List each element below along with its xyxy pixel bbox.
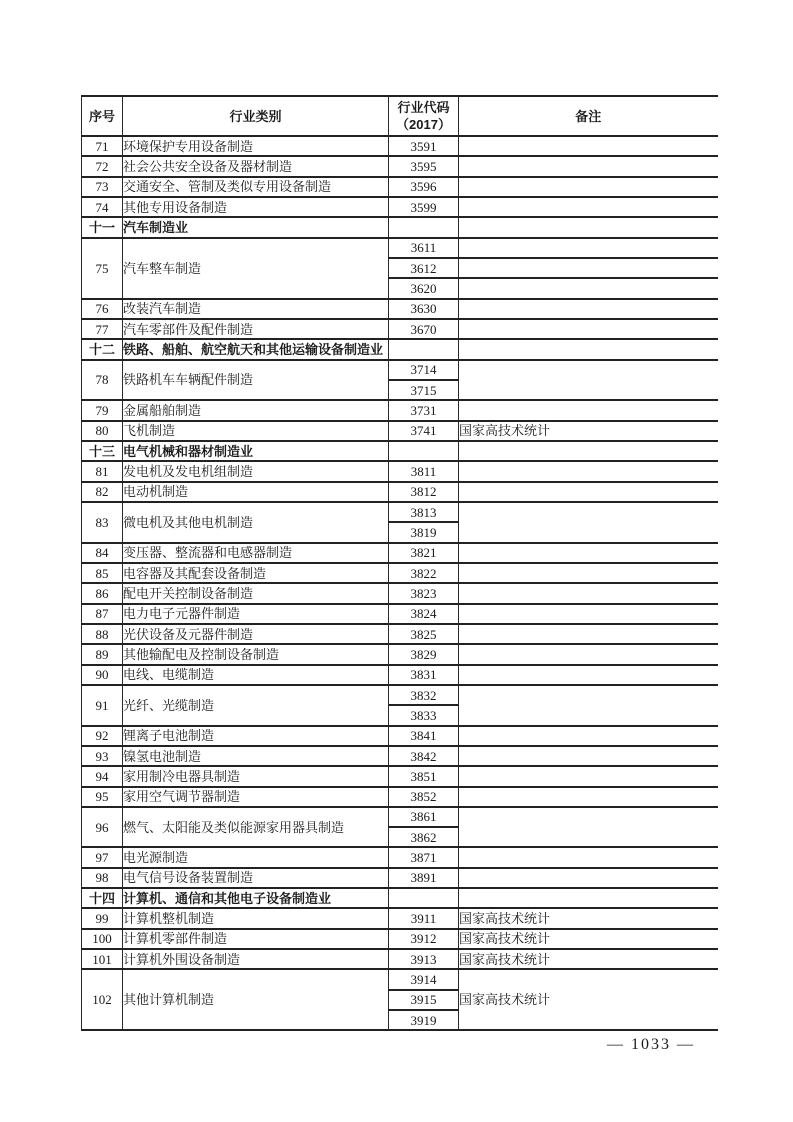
category-cell: 燃气、太阳能及类似能源家用器具制造 xyxy=(123,807,389,848)
seq-cell: 99 xyxy=(82,908,123,928)
remark-cell xyxy=(459,847,718,867)
code-cell: 3812 xyxy=(389,482,459,502)
seq-cell: 93 xyxy=(82,746,123,766)
table-row xyxy=(82,461,718,481)
seq-cell: 102 xyxy=(82,969,123,1030)
code-cell: 3821 xyxy=(389,543,459,563)
category-cell: 电气机械和器材制造业 xyxy=(123,441,389,461)
remark-cell xyxy=(459,156,718,176)
table-row xyxy=(82,969,718,989)
code-cell: 3741 xyxy=(389,421,459,441)
category-cell: 光纤、光缆制造 xyxy=(123,685,389,726)
code-cell: 3823 xyxy=(389,583,459,603)
code-cell: 3852 xyxy=(389,787,459,807)
seq-cell: 86 xyxy=(82,583,123,603)
remark-cell xyxy=(459,177,718,197)
table-row xyxy=(82,787,718,807)
table-row xyxy=(82,177,718,197)
category-cell: 改装汽车制造 xyxy=(123,299,389,319)
seq-cell: 76 xyxy=(82,299,123,319)
category-cell: 环境保护专用设备制造 xyxy=(123,136,389,156)
code-cell: 3822 xyxy=(389,563,459,583)
code-cell: 3596 xyxy=(389,177,459,197)
code-cell: 3620 xyxy=(389,278,459,298)
seq-cell: 96 xyxy=(82,807,123,848)
remark-cell: 国家高技术统计 xyxy=(459,929,718,949)
remark-cell xyxy=(459,868,718,888)
seq-cell: 75 xyxy=(82,238,123,299)
category-cell: 计算机外围设备制造 xyxy=(123,949,389,969)
page-number: — 1033 — xyxy=(607,1036,695,1053)
category-cell: 汽车零部件及配件制造 xyxy=(123,319,389,339)
category-cell: 发电机及发电机组制造 xyxy=(123,461,389,481)
table-row xyxy=(82,502,718,522)
col-header-seq xyxy=(82,96,123,136)
seq-cell: 87 xyxy=(82,604,123,624)
code-cell: 3912 xyxy=(389,929,459,949)
remark-cell xyxy=(459,604,718,624)
code-cell: 3813 xyxy=(389,502,459,522)
remark-cell xyxy=(459,685,718,726)
code-cell: 3611 xyxy=(389,238,459,258)
remark-cell xyxy=(459,787,718,807)
category-cell: 电气信号设备装置制造 xyxy=(123,868,389,888)
col-header-code-line1: 行业代码 xyxy=(397,100,450,115)
code-cell: 3833 xyxy=(389,705,459,725)
category-cell: 汽车整车制造 xyxy=(123,238,389,299)
code-cell: 3841 xyxy=(389,726,459,746)
code-cell: 3714 xyxy=(389,360,459,380)
seq-cell: 71 xyxy=(82,136,123,156)
code-cell: 3891 xyxy=(389,868,459,888)
seq-cell: 85 xyxy=(82,563,123,583)
table-header xyxy=(82,96,718,136)
remark-cell xyxy=(459,766,718,786)
seq-cell: 98 xyxy=(82,868,123,888)
remark-cell xyxy=(459,299,718,319)
seq-cell: 80 xyxy=(82,421,123,441)
table-row xyxy=(82,543,718,563)
remark-cell xyxy=(459,644,718,664)
seq-cell: 72 xyxy=(82,156,123,176)
code-cell: 3595 xyxy=(389,156,459,176)
remark-cell xyxy=(459,888,718,908)
code-cell: 3861 xyxy=(389,807,459,827)
remark-cell xyxy=(459,339,718,359)
remark-cell xyxy=(459,197,718,217)
seq-cell: 97 xyxy=(82,847,123,867)
table-row xyxy=(82,563,718,583)
table-row xyxy=(82,868,718,888)
remark-cell xyxy=(459,482,718,502)
section-row xyxy=(82,339,718,359)
code-cell: 3914 xyxy=(389,969,459,989)
table-row xyxy=(82,604,718,624)
category-cell: 计算机、通信和其他电子设备制造业 xyxy=(123,888,389,908)
category-cell: 电力电子元器件制造 xyxy=(123,604,389,624)
code-cell xyxy=(389,339,459,359)
code-cell: 3842 xyxy=(389,746,459,766)
remark-cell xyxy=(459,746,718,766)
table-row xyxy=(82,624,718,644)
seq-cell: 90 xyxy=(82,665,123,685)
category-cell: 微电机及其他电机制造 xyxy=(123,502,389,543)
remark-cell xyxy=(459,461,718,481)
seq-cell: 十二 xyxy=(82,339,123,359)
seq-cell: 77 xyxy=(82,319,123,339)
industry-code-table xyxy=(81,95,718,1031)
code-cell xyxy=(389,888,459,908)
col-header-category-label: 行业类别 xyxy=(229,108,282,124)
table-row xyxy=(82,400,718,420)
table-row xyxy=(82,197,718,217)
code-cell: 3811 xyxy=(389,461,459,481)
category-cell: 电容器及其配套设备制造 xyxy=(123,563,389,583)
seq-cell: 91 xyxy=(82,685,123,726)
code-cell: 3824 xyxy=(389,604,459,624)
code-cell xyxy=(389,217,459,237)
category-cell: 交通安全、管制及类似专用设备制造 xyxy=(123,177,389,197)
seq-cell: 84 xyxy=(82,543,123,563)
category-cell: 锂离子电池制造 xyxy=(123,726,389,746)
table-row xyxy=(82,136,718,156)
table-row xyxy=(82,908,718,928)
col-header-remark xyxy=(459,96,718,136)
remark-cell xyxy=(459,360,718,401)
section-row xyxy=(82,441,718,461)
code-cell: 3915 xyxy=(389,990,459,1010)
section-row xyxy=(82,888,718,908)
col-header-remark-label: 备注 xyxy=(575,108,602,124)
code-cell: 3599 xyxy=(389,197,459,217)
col-header-code-line2: （2017） xyxy=(396,117,451,132)
table-row xyxy=(82,644,718,664)
seq-cell: 79 xyxy=(82,400,123,420)
code-cell: 3871 xyxy=(389,847,459,867)
category-cell: 电光源制造 xyxy=(123,847,389,867)
seq-cell: 83 xyxy=(82,502,123,543)
code-cell xyxy=(389,441,459,461)
category-cell: 变压器、整流器和电感器制造 xyxy=(123,543,389,563)
table-row xyxy=(82,238,718,258)
seq-cell: 十四 xyxy=(82,888,123,908)
category-cell: 光伏设备及元器件制造 xyxy=(123,624,389,644)
seq-cell: 74 xyxy=(82,197,123,217)
category-cell: 家用制冷电器具制造 xyxy=(123,766,389,786)
header-row xyxy=(82,96,718,136)
code-cell: 3819 xyxy=(389,522,459,542)
seq-cell: 十三 xyxy=(82,441,123,461)
table-row xyxy=(82,360,718,380)
table-row xyxy=(82,929,718,949)
remark-cell xyxy=(459,238,718,258)
table-body xyxy=(82,136,718,1030)
table-row xyxy=(82,583,718,603)
category-cell: 其他计算机制造 xyxy=(123,969,389,1030)
table-row xyxy=(82,665,718,685)
seq-cell: 十一 xyxy=(82,217,123,237)
table-row xyxy=(82,319,718,339)
code-cell: 3829 xyxy=(389,644,459,664)
remark-cell xyxy=(459,217,718,237)
table-row xyxy=(82,156,718,176)
remark-cell: 国家高技术统计 xyxy=(459,949,718,969)
remark-cell xyxy=(459,278,718,298)
code-cell: 3731 xyxy=(389,400,459,420)
remark-cell xyxy=(459,583,718,603)
seq-cell: 89 xyxy=(82,644,123,664)
table-row xyxy=(82,299,718,319)
table-row xyxy=(82,807,718,827)
remark-cell xyxy=(459,624,718,644)
category-cell: 其他专用设备制造 xyxy=(123,197,389,217)
remark-cell xyxy=(459,543,718,563)
seq-cell: 94 xyxy=(82,766,123,786)
table-row xyxy=(82,726,718,746)
category-cell: 电动机制造 xyxy=(123,482,389,502)
code-cell: 3831 xyxy=(389,665,459,685)
code-cell: 3612 xyxy=(389,258,459,278)
code-cell: 3851 xyxy=(389,766,459,786)
col-header-code xyxy=(389,96,459,136)
remark-cell xyxy=(459,665,718,685)
section-row xyxy=(82,217,718,237)
code-cell: 3911 xyxy=(389,908,459,928)
seq-cell: 100 xyxy=(82,929,123,949)
seq-cell: 73 xyxy=(82,177,123,197)
remark-cell xyxy=(459,258,718,278)
category-cell: 其他输配电及控制设备制造 xyxy=(123,644,389,664)
remark-cell: 国家高技术统计 xyxy=(459,421,718,441)
remark-cell xyxy=(459,441,718,461)
category-cell: 计算机零部件制造 xyxy=(123,929,389,949)
seq-cell: 95 xyxy=(82,787,123,807)
code-cell: 3825 xyxy=(389,624,459,644)
table-row xyxy=(82,766,718,786)
col-header-category xyxy=(123,96,389,136)
seq-cell: 81 xyxy=(82,461,123,481)
code-cell: 3591 xyxy=(389,136,459,156)
seq-cell: 101 xyxy=(82,949,123,969)
category-cell: 金属船舶制造 xyxy=(123,400,389,420)
table-row xyxy=(82,421,718,441)
category-cell: 配电开关控制设备制造 xyxy=(123,583,389,603)
category-cell: 社会公共安全设备及器材制造 xyxy=(123,156,389,176)
seq-cell: 78 xyxy=(82,360,123,401)
category-cell: 家用空气调节器制造 xyxy=(123,787,389,807)
table-row xyxy=(82,746,718,766)
col-header-seq-label: 序号 xyxy=(88,108,115,124)
code-cell: 3715 xyxy=(389,380,459,400)
category-cell: 电线、电缆制造 xyxy=(123,665,389,685)
category-cell: 镍氢电池制造 xyxy=(123,746,389,766)
table-row xyxy=(82,847,718,867)
code-cell: 3670 xyxy=(389,319,459,339)
remark-cell xyxy=(459,136,718,156)
seq-cell: 82 xyxy=(82,482,123,502)
category-cell: 铁路机车车辆配件制造 xyxy=(123,360,389,401)
remark-cell: 国家高技术统计 xyxy=(459,908,718,928)
category-cell: 汽车制造业 xyxy=(123,217,389,237)
code-cell: 3630 xyxy=(389,299,459,319)
remark-cell: 国家高技术统计 xyxy=(459,969,718,1030)
code-cell: 3919 xyxy=(389,1010,459,1030)
category-cell: 铁路、船舶、航空航天和其他运输设备制造业 xyxy=(123,339,389,359)
code-cell: 3832 xyxy=(389,685,459,705)
seq-cell: 92 xyxy=(82,726,123,746)
category-cell: 飞机制造 xyxy=(123,421,389,441)
table-row xyxy=(82,685,718,705)
remark-cell xyxy=(459,400,718,420)
remark-cell xyxy=(459,807,718,848)
table-row xyxy=(82,949,718,969)
remark-cell xyxy=(459,319,718,339)
category-cell: 计算机整机制造 xyxy=(123,908,389,928)
code-cell: 3862 xyxy=(389,827,459,847)
seq-cell: 88 xyxy=(82,624,123,644)
table-row xyxy=(82,482,718,502)
remark-cell xyxy=(459,563,718,583)
code-cell: 3913 xyxy=(389,949,459,969)
remark-cell xyxy=(459,502,718,543)
remark-cell xyxy=(459,726,718,746)
